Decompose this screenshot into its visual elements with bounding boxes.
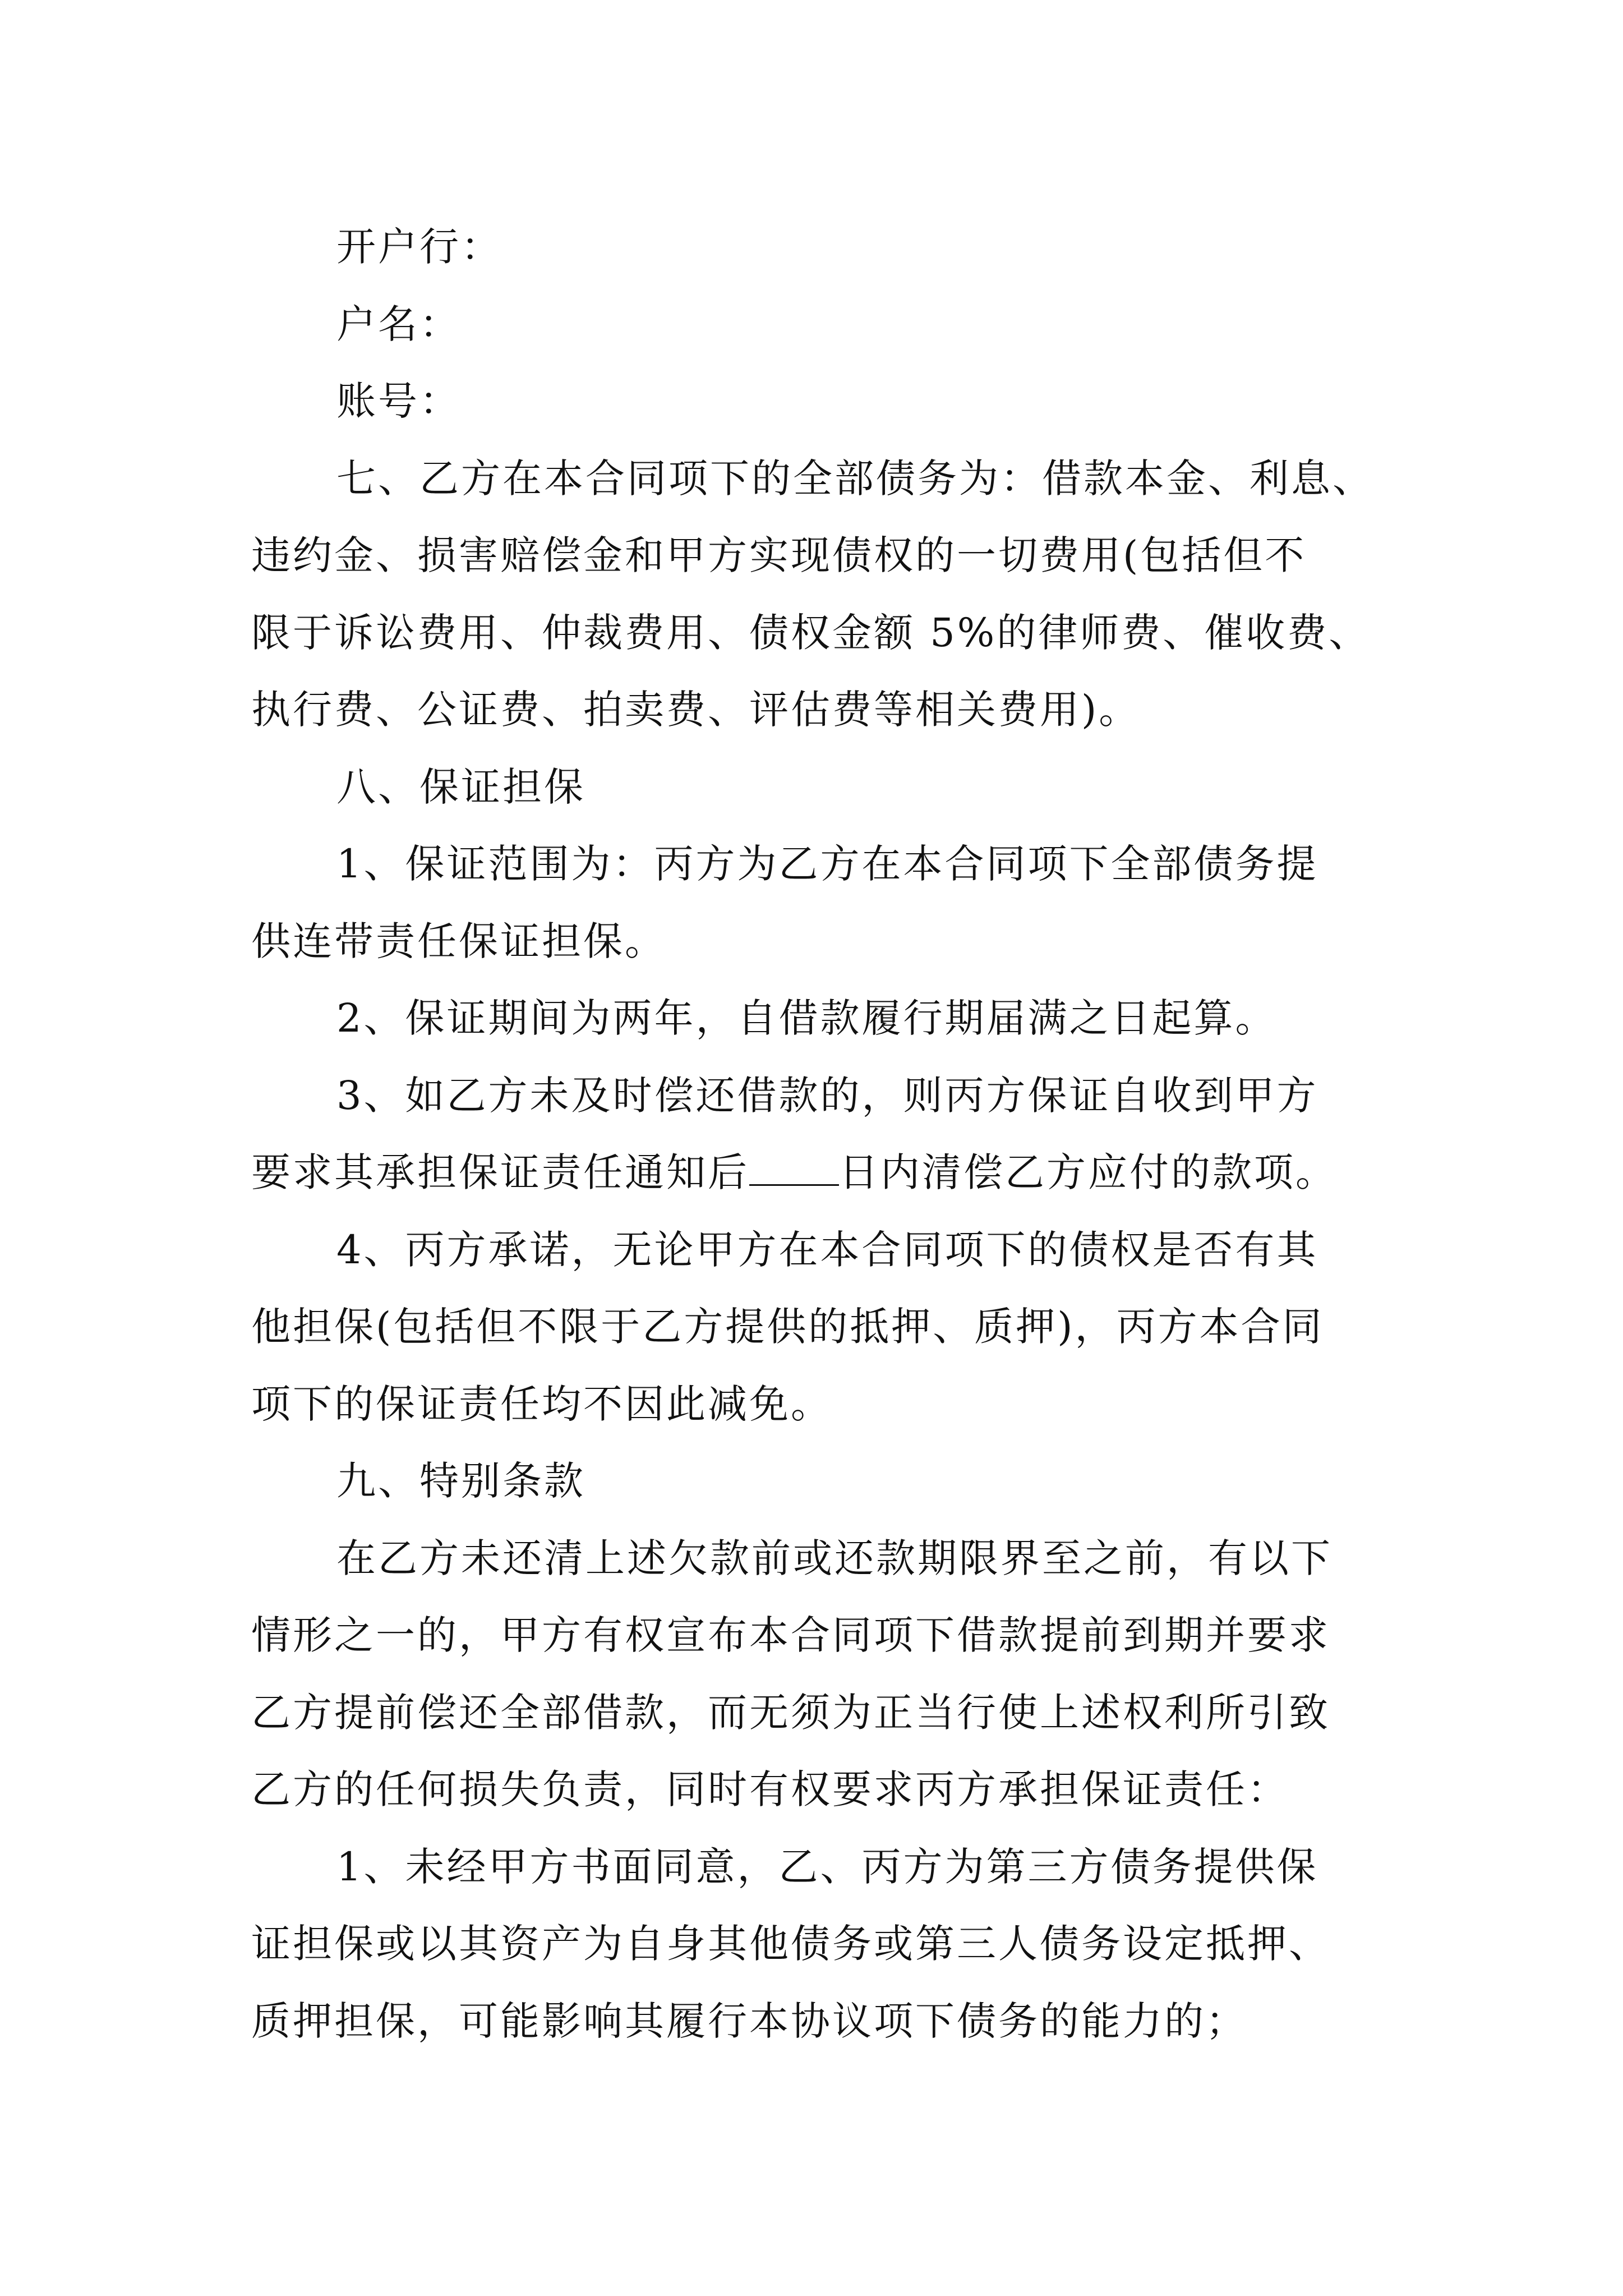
clause-8-item-3-text-before-blank: 要求其承担保证责任通知后	[251, 1149, 749, 1195]
clause-8-heading: 八、保证担保	[336, 763, 585, 810]
clause-9-heading: 九、特别条款	[336, 1458, 585, 1504]
clause-8-item-4-line: 4、丙方承诺，无论甲方在本合同项下的债权是否有其	[336, 1226, 1318, 1273]
clause-9-item-1-line: 1、未经甲方书面同意，乙、丙方为第三方债务提供保	[336, 1843, 1318, 1890]
account-name-label: 户名：	[336, 301, 461, 347]
clause-7-line: 七、乙方在本合同项下的全部债务为：借款本金、利息、	[336, 455, 1374, 501]
clause-8-item-2: 2、保证期间为两年，自借款履行期届满之日起算。	[336, 995, 1277, 1041]
account-name-field	[251, 286, 1395, 364]
account-number-label: 账号：	[336, 378, 461, 424]
account-number-field	[251, 363, 1395, 440]
clause-8-item-3-line: 3、如乙方未及时偿还借款的，则丙方保证自收到甲方	[336, 1072, 1318, 1119]
clause-7-line: 限于诉讼费用、仲裁费用、债权金额 5%的律师费、催收费、	[251, 609, 1371, 656]
clause-9-intro-line: 情形之一的，甲方有权宣布本合同项下借款提前到期并要求	[251, 1612, 1330, 1658]
bank-field	[251, 209, 1395, 286]
clause-8-item-3-text-after-blank: 日内清偿乙方应付的款项。	[839, 1149, 1337, 1195]
clause-7-line: 违约金、损害赔偿金和甲方实现债权的一切费用(包括但不	[251, 532, 1307, 578]
clause-9-intro-line: 乙方提前偿还全部借款，而无须为正当行使上述权利所引致	[251, 1689, 1330, 1736]
clause-9-item-1-line: 质押担保，可能影响其履行本协议项下债务的能力的；	[251, 1998, 1247, 2044]
document-body	[251, 209, 1395, 2060]
clause-9	[251, 1443, 1395, 2060]
clause-9-item-1-line: 证担保或以其资产为自身其他债务或第三人债务设定抵押、	[251, 1921, 1330, 1967]
clause-8-item-4-line: 项下的保证责任均不因此减免。	[251, 1381, 832, 1427]
clause-7-line: 执行费、公证费、拍卖费、评估费等相关费用)。	[251, 687, 1141, 733]
clause-8	[251, 749, 1395, 1443]
bank-label: 开户行：	[336, 224, 502, 270]
clause-7	[251, 440, 1395, 749]
clause-8-item-1-line: 供连带责任保证担保。	[251, 918, 666, 964]
clause-8-item-4-line: 他担保(包括但不限于乙方提供的抵押、质押)，丙方本合同	[251, 1304, 1324, 1350]
clause-9-intro-line: 乙方的任何损失负责，同时有权要求丙方承担保证责任：	[251, 1766, 1289, 1812]
clause-9-intro-line: 在乙方未还清上述欠款前或还款期限界至之前，有以下	[336, 1535, 1332, 1581]
blank-days-field	[749, 1151, 839, 1186]
clause-8-item-1-line: 1、保证范围为：丙方为乙方在本合同项下全部债务提	[336, 841, 1318, 887]
clause-8-item-3-line	[251, 1134, 1395, 1212]
